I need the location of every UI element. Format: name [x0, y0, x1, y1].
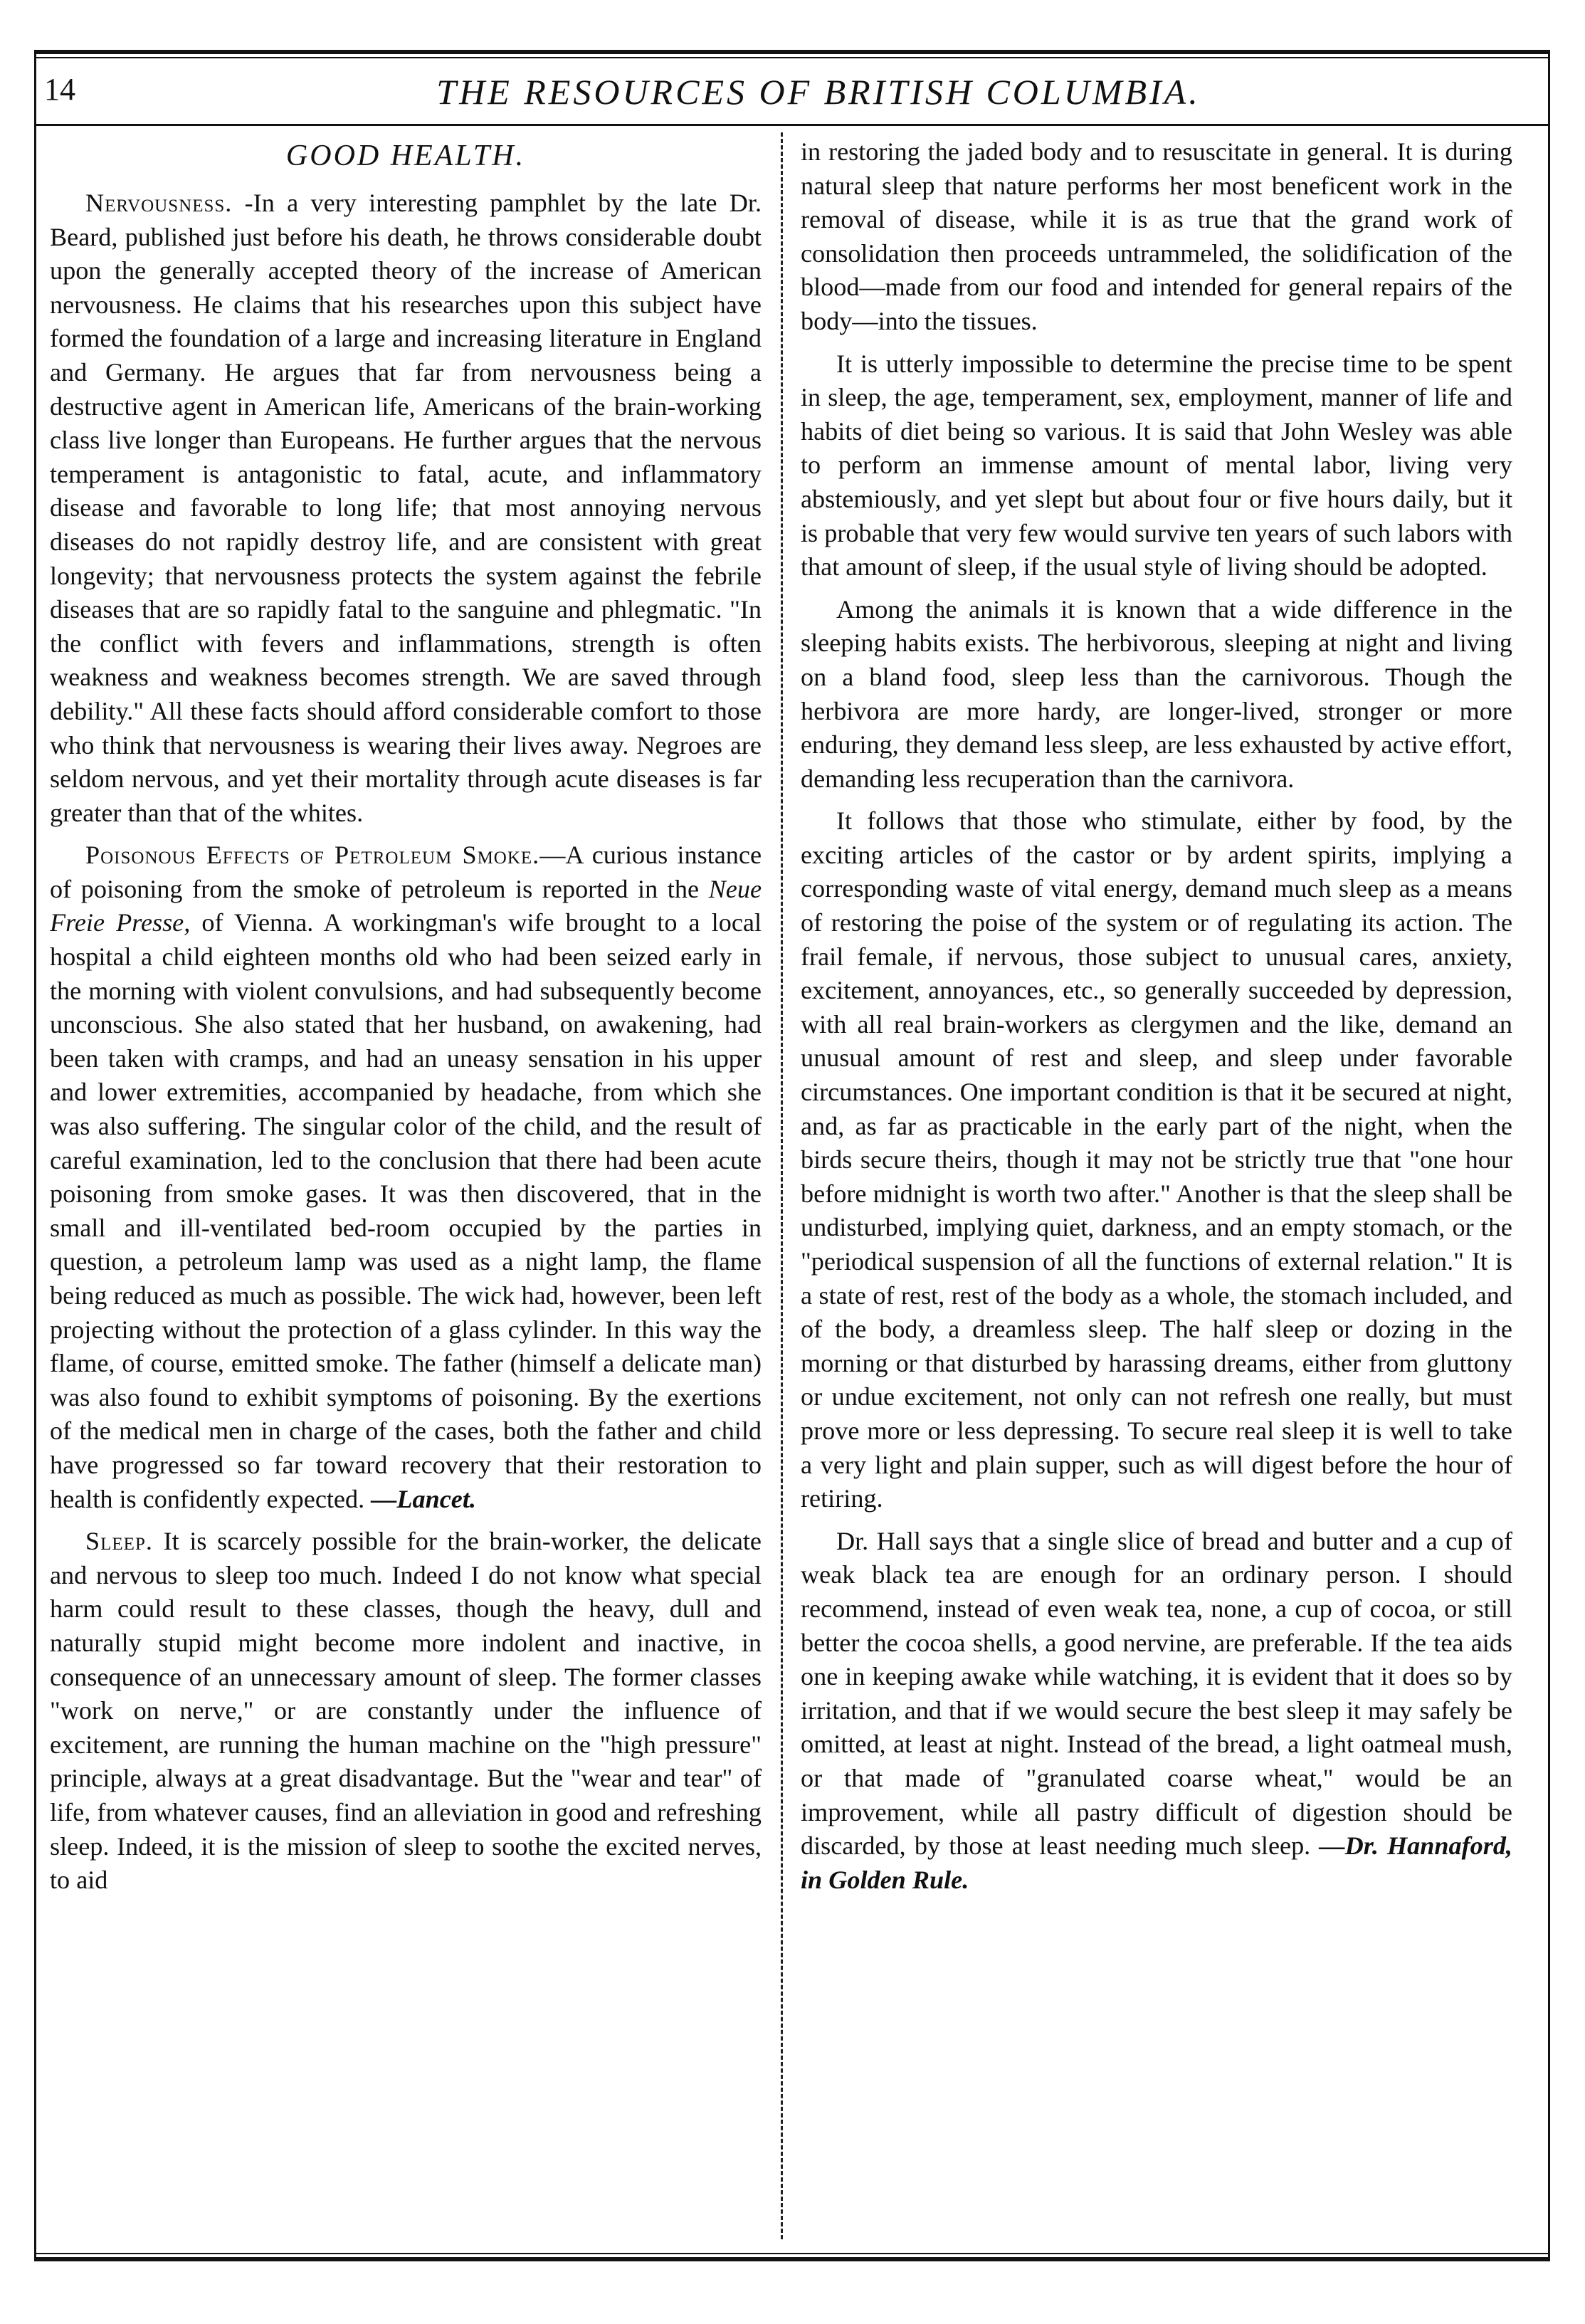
- nervousness-article: [50, 186, 762, 830]
- nervousness-text: -In a very interesting pamphlet by the late Dr. Beard, published just before his death, he throws considerable doubt upon the generally accepted theory of the increase of American nervousness. He claims that his researches upon this subject have formed the foundation of a large and increasing literature in England and Germany. He argues that far from nervousness being a destructive agent in American life, Americans of the brain-working class live longer than Europeans. He further argues that the nervous temperament is antagonistic to fatal, acute, and inflammatory disease and favorable to long life; that most annoying nervous diseases do not rapidly destroy life, and are consistent with great longevity; that nervousness protects the system against the febrile diseases that are so rapidly fatal to the sanguine and phlegmatic. "In the conflict with fevers and inflammations, strength is often weakness and weakness becomes strength. We are saved through debility." All these facts should afford considerable comfort to those who think that nervousness is wearing their lives away. Negroes are seldom nervous, and yet their mortality through acute diseases is far greater than that of the whites.: [50, 189, 762, 827]
- running-title: THE RESOURCES OF BRITISH COLUMBIA.: [436, 72, 1201, 112]
- sleep-paragraph-animals: Among the animals it is known that a wide difference in the sleeping habits exists. The herbivorous, sleeping at night and living on a bland food, sleep less than the carnivorous. Though the herbivora are more hardy, are longer-lived, stronger or more enduring, they demand less sleep, are less exhausted by active effort, demanding less recuperation than the carnivora.: [801, 594, 1512, 793]
- sleep-continued-paragraph: in restoring the jaded body and to resuscitate in general. It is during natural sleep that nature performs her most beneficent work in the removal of disease, while it is as true that the grand work of consolidation then proceeds untrammeled, the solidification of the blood—made from our food and intended for general repairs of the body—into the tissues.: [801, 137, 1512, 335]
- petroleum-source: —Lancet.: [371, 1484, 476, 1513]
- sleep-paragraph-stimulants: It follows that those who stimulate, either by food, by the exciting articles of the castor or by ardent spirits, implying a corresponding waste of vital energy, demand much sleep as a means of restoring the poise of the system or of regulating its action. The frail female, if nervous, those subject to unusual cares, anxiety, excitement, annoyances, etc., so generally succeeded by depression, with all real brain-workers as clergymen and the like, demand an unusual amount of rest and sleep, and sleep under favorable circumstances. One important condition is that it be secured at night, and, as far as practicable in the early part of the night, when the birds secure theirs, though it may not be strictly true that "one hour before midnight is worth two after." Another is that the sleep shall be undisturbed, implying quiet, darkness, and an empty stomach, or the "periodical suspension of all the functions of external relation." It is a state of rest, rest of the body as a whole, the stomach included, and of the body, a dreamless sleep. The half sleep or dozing in the morning or that disturbed by harassing dreams, either from gluttony or undue excitement, not only can not refresh one really, but must prove more or less depressing. To secure real sleep it is well to take a very light and plain supper, such as will digest before the hour of retiring.: [801, 806, 1512, 1513]
- top-rule-thick: [34, 50, 1550, 54]
- column-divider: [781, 132, 783, 2239]
- sleep-article: [50, 1525, 762, 1898]
- petroleum-text-after: of Vienna. A workingman's wife brought to a local hospital a child eighteen months old who had been seized early in the morning with violent convulsions, and had subsequently become unconscious. She also stated that her husband, on awakening, had been taken with cramps, and had an uneasy sensation in his upper and lower extremities, accompanied by headache, from which she was also suffering. The singular color of the child, and the result of careful examination, led to the conclusion that there had been acute poisoning from smoke gases. It was then discovered, that in the small and ill-ventilated bed-room occupied by the parties in question, a petroleum lamp was used as a night lamp, the flame being reduced as much as possible. The wick had, however, been left projecting without the protection of a glass cylinder. In this way the flame, of course, emitted smoke. The father (himself a delicate man) was also found to exhibit symptoms of poisoning. By the exertions of the medical men in charge of the cases, both the father and child have progressed so far toward recovery that their restoration to health is confidently expected.: [50, 908, 762, 1513]
- sleep-heading: Sleep.: [85, 1527, 153, 1556]
- header-rule: [34, 124, 1550, 126]
- sleep-text: It is scarcely possible for the brain-worker, the delicate and nervous to sleep too much. Indeed I do not know what special harm could result to these classes, though the heavy, dull and naturally stupid might become more indolent and inactive, in consequence of an unnecessary amount of sleep. The former classes "work on nerve," or are constantly under the influence of excitement, are running the human machine on the "high pressure" principle, always at a great disadvantage. But the "wear and tear" of life, from whatever causes, find an alleviation in good and refreshing sleep. Indeed, it is the mission of sleep to soothe the excited nerves, to aid: [50, 1527, 762, 1895]
- bottom-rule-thin: [34, 2253, 1550, 2254]
- sleep-paragraph-time: It is utterly impossible to determine the precise time to be spent in sleep, the age, temperament, sex, employment, manner of life and habits of diet being so various. It is said that John Wesley was able to perform an immense amount of mental labor, living very abstemiously, and yet slept but about four or five hours daily, but it is probable that very few would survive ten years of such labors with that amount of sleep, if the usual style of living should be adopted.: [801, 349, 1512, 582]
- page-number: 14: [44, 72, 75, 107]
- right-column: [801, 135, 1512, 2239]
- sleep-paragraph-diet: [801, 1525, 1512, 1898]
- sleep-source: —Dr. Hannaford, in Golden Rule.: [801, 1831, 1512, 1894]
- newspaper-name: Neue Freie Presse,: [50, 874, 762, 937]
- diet-text: Dr. Hall says that a single slice of bread and butter and a cup of weak black tea are enough for an ordinary person. I should recommend, instead of even weak tea, none, a cup of cocoa, or still better the cocoa shells, a good nervine, are preferable. If the tea aids one in keeping awake while watching, it is evident that it does so by irritation, and that if we would secure the best sleep it may safely be omitted, at least at night. Instead of the bread, a light oatmeal mush, or that made of "granulated coarse wheat," would be an improvement, while all pastry difficult of digestion should be discarded, by those at least needing much sleep.: [801, 1526, 1512, 1861]
- left-border: [34, 50, 36, 2261]
- petroleum-article: [50, 838, 762, 1516]
- petroleum-text-before: —A curious instance of poisoning from the smoke of petroleum is reported in the: [50, 841, 762, 903]
- top-rule-thin: [34, 57, 1550, 58]
- left-column: [50, 135, 762, 2239]
- nervousness-heading: Nervousness.: [85, 189, 233, 217]
- bottom-rule-thick: [34, 2257, 1550, 2261]
- right-border: [1548, 50, 1550, 2261]
- section-title: GOOD HEALTH.: [285, 140, 526, 172]
- petroleum-heading: Poisonous Effects of Petroleum Smoke.: [85, 841, 540, 870]
